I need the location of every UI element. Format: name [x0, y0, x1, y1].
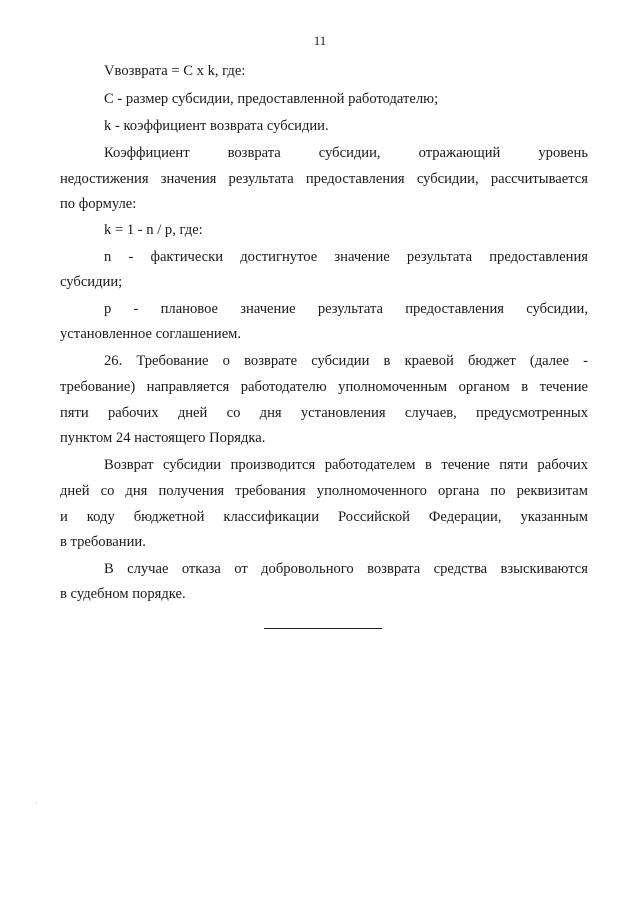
definition-c: С - размер субсидии, предоставленной работодателю;: [104, 91, 439, 107]
paragraph-return-line-2: дней со дня получения требования уполномоченного органа по реквизитам: [60, 483, 588, 499]
definition-p-line-1: p - плановое значение результата предоставления субсидии,: [104, 301, 588, 317]
paragraph-26-line-2: требование) направляется работодателю уполномоченным органом в течение: [60, 379, 588, 395]
definition-p-line-2: установленное соглашением.: [60, 326, 242, 342]
definition-k: k - коэффициент возврата субсидии.: [104, 118, 329, 134]
paragraph-coefficient-line-3: по формуле:: [60, 196, 137, 212]
paragraph-refusal-line-1: В случае отказа от добровольного возврата средства взыскиваются: [104, 561, 588, 577]
definition-n-line-1: n - фактически достигнутое значение результата предоставления: [104, 249, 588, 265]
paragraph-return-line-4: в требовании.: [60, 534, 146, 550]
paragraph-return-line-3: и коду бюджетной классификации Российской Федерации, указанным: [60, 509, 588, 525]
paragraph-return-line-1: Возврат субсидии производится работодателем в течение пяти рабочих: [104, 457, 588, 473]
paragraph-refusal-line-2: в судебном порядке.: [60, 586, 186, 602]
paragraph-coefficient-line-2: недостижения значения результата предоставления субсидии, рассчитывается: [60, 171, 588, 187]
paragraph-coefficient-line-1: Коэффициент возврата субсидии, отражающий уровень: [104, 145, 588, 161]
end-separator-line: [264, 628, 382, 629]
formula-k-line: k = 1 - n / p, где:: [104, 222, 203, 238]
paragraph-26-line-1: 26. Требование о возврате субсидии в краевой бюджет (далее -: [104, 353, 588, 369]
definition-n-line-2: субсидии;: [60, 274, 123, 290]
page-number: 11: [313, 33, 327, 48]
scan-speck: [36, 802, 37, 803]
paragraph-26-line-4: пунктом 24 настоящего Порядка.: [60, 430, 266, 446]
paragraph-26-line-3: пяти рабочих дней со дня установления случаев, предусмотренных: [60, 405, 588, 421]
formula-line: Vвозврата = C x k, где:: [104, 63, 246, 79]
